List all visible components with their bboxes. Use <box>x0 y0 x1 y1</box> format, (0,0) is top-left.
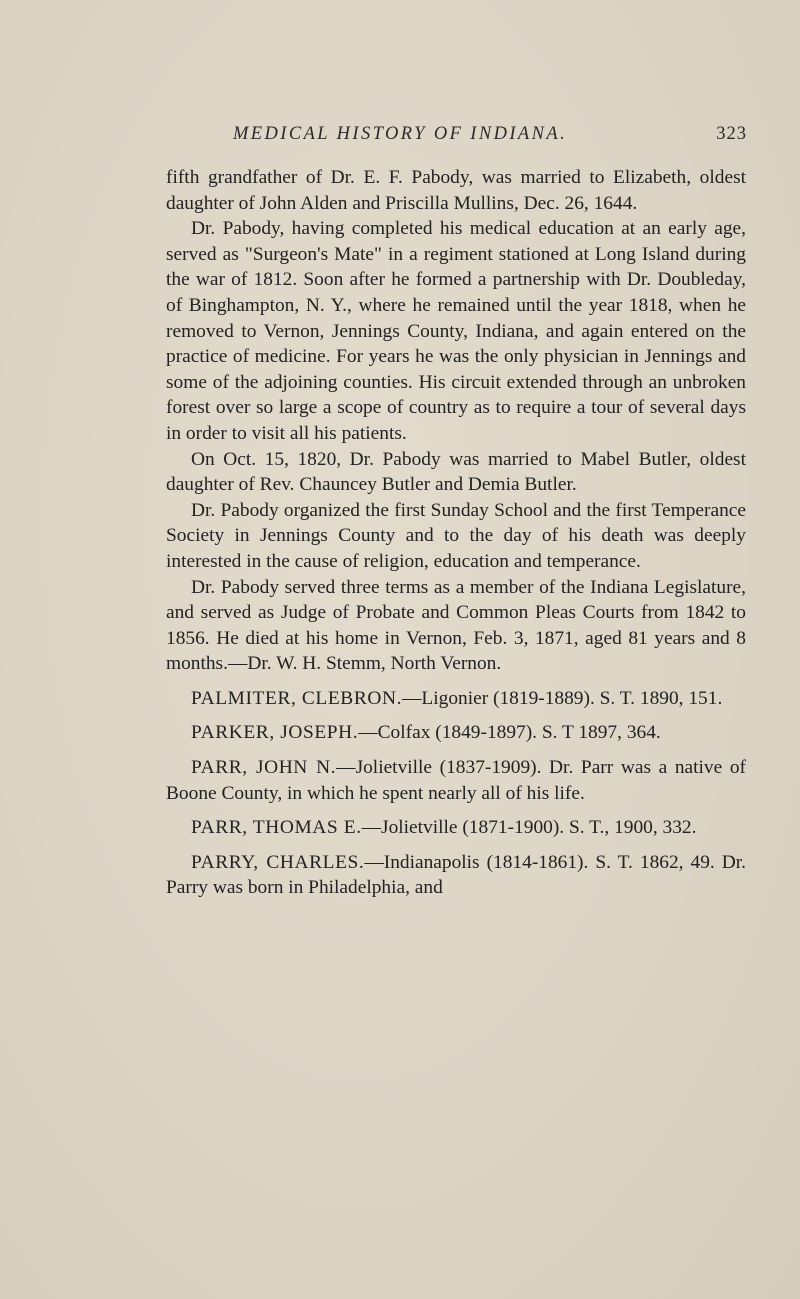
paragraph-continued: fifth grandfather of Dr. E. F. Pabody, was married to Elizabeth, oldest daughter of John Alden and Priscilla Mullins, Dec. 26, 1644. <box>166 167 746 214</box>
biographical-entry <box>166 850 746 901</box>
page-number: 323 <box>716 124 747 144</box>
entry-name: PALMITER, CLEBRON. <box>191 687 403 709</box>
biographical-entry <box>166 686 746 712</box>
entry-text: —Indianapolis (1814-1861). S. T. 1862, 49. Dr. Parry was born in Philadelphia, and <box>166 851 746 899</box>
entry-name: PARR, THOMAS E. <box>191 817 362 839</box>
biographical-entry <box>166 815 746 841</box>
biographical-entry <box>166 720 746 746</box>
running-title: MEDICAL HISTORY OF INDIANA. <box>233 124 568 144</box>
text-body <box>166 165 746 901</box>
biographical-entry <box>166 755 746 806</box>
entry-text: —Jolietville (1871-1900). S. T., 1900, 332. <box>361 817 697 839</box>
paragraph: Dr. Pabody organized the first Sunday School and the first Temperance Society in Jennings County and to the day of his death was deeply interested in the cause of religion, education and temperance. <box>166 499 746 572</box>
entry-text: —Jolietville (1837-1909). Dr. Parr was a native of Boone County, in which he spent nearly all of his life. <box>166 757 746 804</box>
entry-text: —Colfax (1849-1897). S. T 1897, 364. <box>358 722 661 744</box>
paragraph: Dr. Pabody served three terms as a member of the Indiana Legislature, and served as Judge of Probate and Common Pleas Courts from 1842 to 1856. He died at his home in Vernon, Feb. 3, 1871, aged 81 years and 8 months.—Dr. W. H. Stemm, North Vernon. <box>166 576 746 675</box>
paragraph: Dr. Pabody, having completed his medical education at an early age, served as "Surgeon's Mate" in a regiment stationed at Long Island during the war of 1812. Soon after he formed a partnership with Dr. Doubleday, of Binghampton, N. Y., where he remained until the year 1818, when he removed to Vernon, Jennings County, Indiana, and again entered on the practice of medicine. For years he was the only physician in Jennings and some of the adjoining counties. His circuit extended through an unbroken forest over so large a scope of country as to require a tour of several days in order to visit all his patients. <box>166 218 746 444</box>
entry-text: —Ligonier (1819-1889). S. T. 1890, 151. <box>402 687 723 709</box>
entry-name: PARR, JOHN N. <box>191 757 337 779</box>
entry-name: PARKER, JOSEPH. <box>191 722 359 744</box>
running-head <box>0 124 800 148</box>
paragraph: On Oct. 15, 1820, Dr. Pabody was married to Mabel Butler, oldest daughter of Rev. Chauncey Butler and Demia Butler. <box>166 448 746 496</box>
entry-name: PARRY, CHARLES. <box>191 851 365 873</box>
